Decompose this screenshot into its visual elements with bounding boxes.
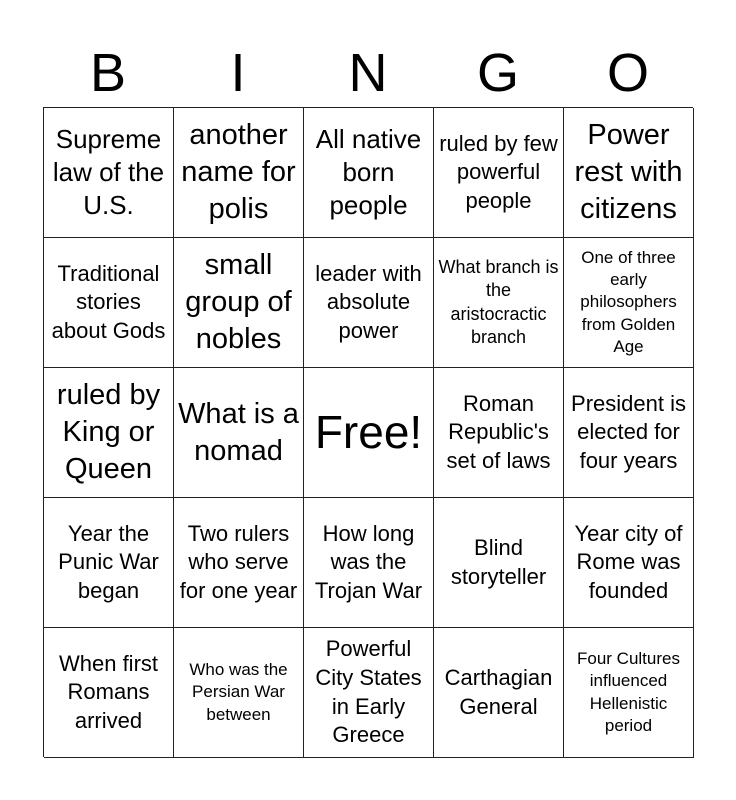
header-letter-n: N xyxy=(348,43,388,103)
free-space-text: Free! xyxy=(314,406,423,459)
cell-text: How long was the Trojan War xyxy=(314,520,423,603)
cell-text: small group of nobles xyxy=(185,249,292,355)
cell-text: ruled by King or Queen xyxy=(56,379,161,485)
bingo-cell[interactable] xyxy=(564,238,694,368)
bingo-cell[interactable] xyxy=(434,628,564,758)
cell-text: Year the Punic War began xyxy=(58,520,159,603)
cell-text: Two rulers who serve for one year xyxy=(179,520,298,603)
cell-text: leader with absolute power xyxy=(315,260,422,343)
bingo-cell[interactable] xyxy=(174,108,304,238)
bingo-header xyxy=(43,38,693,108)
cell-text: What branch is the aristocractic branch xyxy=(438,256,559,347)
bingo-cell[interactable] xyxy=(304,238,434,368)
bingo-board xyxy=(43,107,693,757)
bingo-cell[interactable] xyxy=(434,368,564,498)
bingo-cell[interactable] xyxy=(44,628,174,758)
cell-text: ruled by few powerful people xyxy=(439,130,558,213)
header-letter-g: G xyxy=(476,43,519,103)
bingo-cell[interactable] xyxy=(564,498,694,628)
bingo-cell[interactable] xyxy=(564,108,694,238)
free-space-cell[interactable] xyxy=(304,368,434,498)
cell-text: Four Cultures influenced Hellenistic period xyxy=(577,649,680,735)
bingo-cell[interactable] xyxy=(304,108,434,238)
bingo-cell[interactable] xyxy=(304,628,434,758)
bingo-cell[interactable] xyxy=(174,628,304,758)
cell-text: President is elected for four years xyxy=(571,390,686,473)
cell-text: When first Romans arrived xyxy=(58,650,159,733)
header-letter-o: O xyxy=(606,43,649,103)
bingo-cell[interactable] xyxy=(564,368,694,498)
cell-text: Powerful City States in Early Greece xyxy=(315,636,422,748)
header-letter-b: B xyxy=(89,43,127,103)
bingo-cell[interactable] xyxy=(174,368,304,498)
cell-text: Year city of Rome was founded xyxy=(574,520,683,603)
bingo-cell[interactable] xyxy=(44,238,174,368)
cell-text: What is a nomad xyxy=(178,397,299,467)
bingo-cell[interactable] xyxy=(434,108,564,238)
bingo-cell[interactable] xyxy=(44,498,174,628)
cell-text: another name for polis xyxy=(181,119,296,225)
bingo-cell[interactable] xyxy=(44,108,174,238)
cell-text: Supreme law of the U.S. xyxy=(52,123,165,220)
cell-text: One of three early philosophers from Golden Age xyxy=(580,248,677,356)
cell-text: Who was the Persian War between xyxy=(189,660,288,724)
header-letter-i: I xyxy=(230,43,246,103)
cell-text: Carthagian General xyxy=(444,664,553,719)
bingo-cell[interactable] xyxy=(564,628,694,758)
bingo-cell[interactable] xyxy=(434,498,564,628)
cell-text: Roman Republic's set of laws xyxy=(446,390,551,473)
cell-text: Traditional stories about Gods xyxy=(51,260,166,343)
bingo-cell[interactable] xyxy=(304,498,434,628)
bingo-cell[interactable] xyxy=(174,238,304,368)
cell-text: Power rest with citizens xyxy=(574,119,683,225)
bingo-cell[interactable] xyxy=(434,238,564,368)
bingo-cell[interactable] xyxy=(174,498,304,628)
bingo-cell[interactable] xyxy=(44,368,174,498)
cell-text: All native born people xyxy=(315,123,422,220)
cell-text: Blind storyteller xyxy=(450,534,547,589)
